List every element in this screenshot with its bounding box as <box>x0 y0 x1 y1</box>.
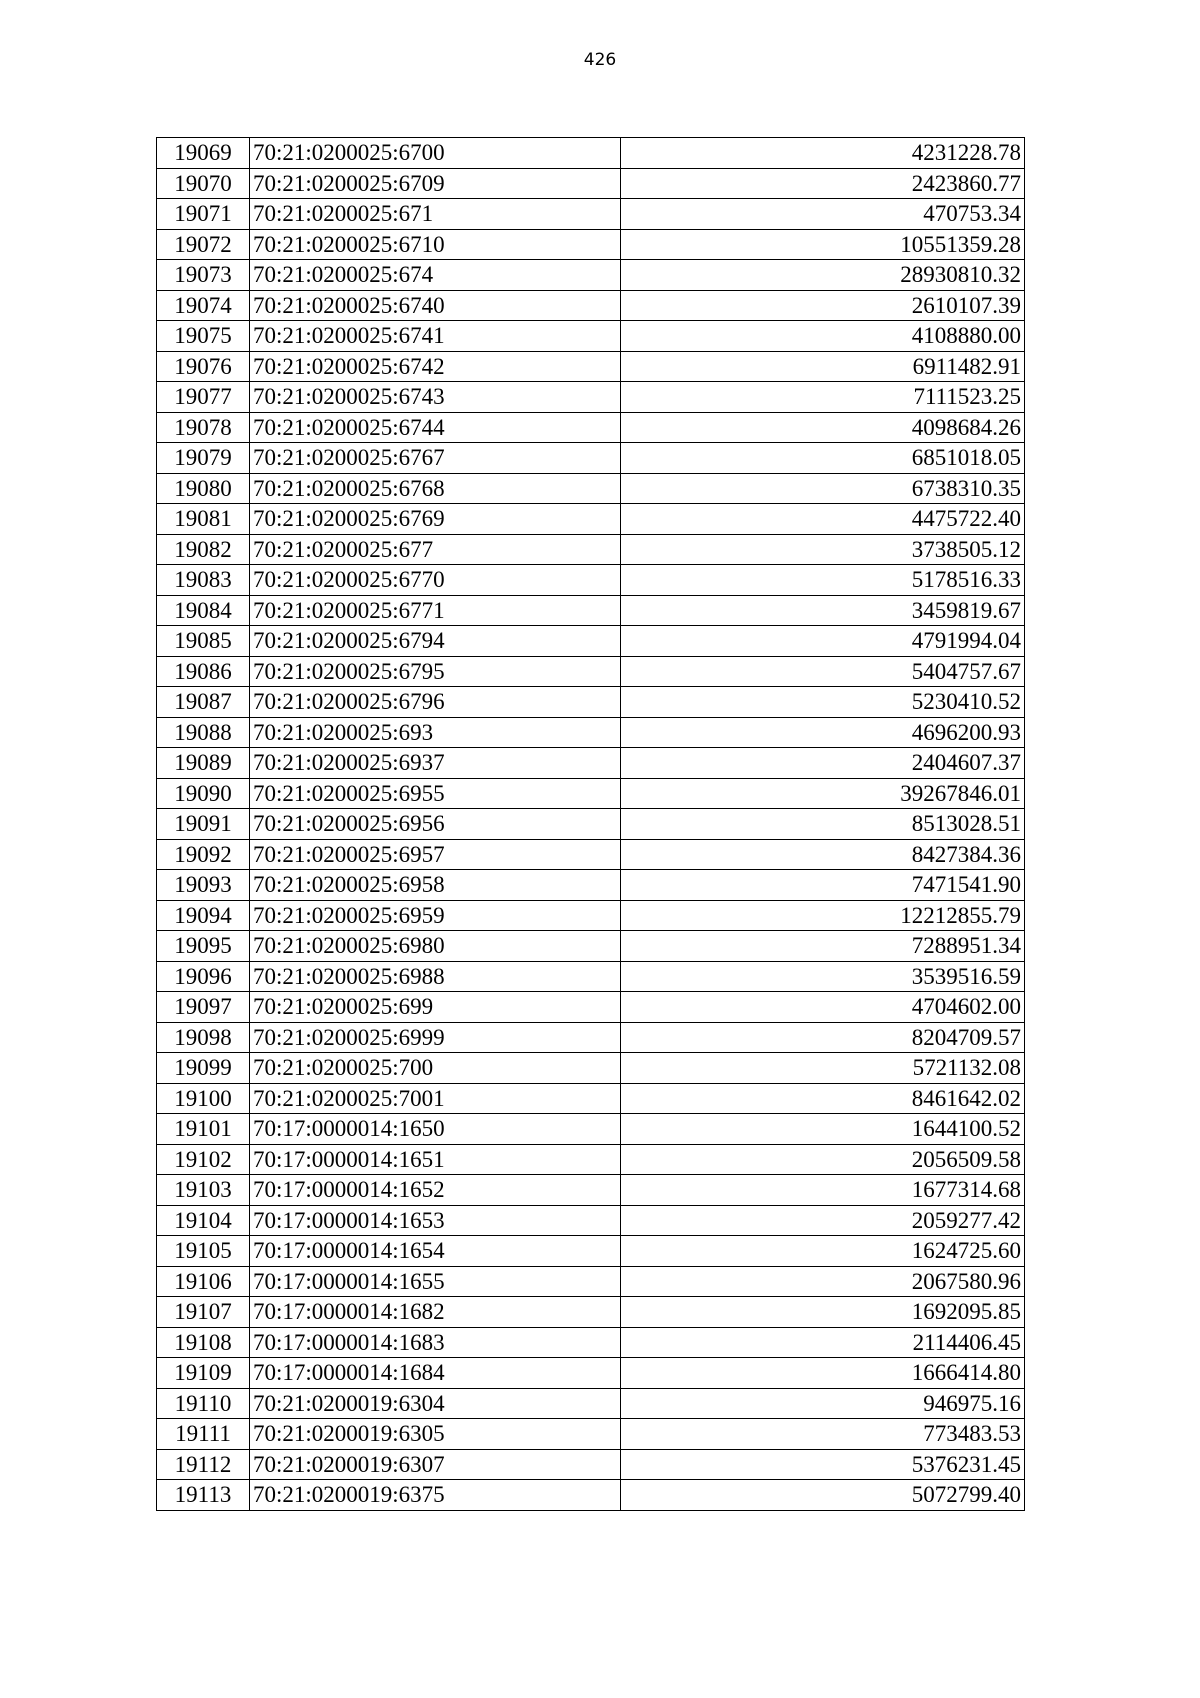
cadastral-value-cell: 946975.16 <box>621 1388 1025 1419</box>
row-number-cell: 19101 <box>157 1114 250 1145</box>
cadastral-number-cell: 70:21:0200025:6740 <box>250 290 621 321</box>
table-row <box>157 1297 1025 1328</box>
cadastral-number-cell: 70:21:0200025:6999 <box>250 1022 621 1053</box>
row-number-cell: 19089 <box>157 748 250 779</box>
cadastral-number-cell: 70:21:0200025:7001 <box>250 1083 621 1114</box>
cadastral-number-cell: 70:21:0200025:6795 <box>250 656 621 687</box>
cadastral-value-cell: 1677314.68 <box>621 1175 1025 1206</box>
row-number-cell: 19113 <box>157 1480 250 1511</box>
table-row <box>157 839 1025 870</box>
cadastral-number-cell: 70:17:0000014:1682 <box>250 1297 621 1328</box>
cadastral-value-cell: 7471541.90 <box>621 870 1025 901</box>
cadastral-number-cell: 70:21:0200019:6307 <box>250 1449 621 1480</box>
cadastral-value-cell: 8204709.57 <box>621 1022 1025 1053</box>
table-row <box>157 809 1025 840</box>
cadastral-value-cell: 6738310.35 <box>621 473 1025 504</box>
table-row <box>157 656 1025 687</box>
cadastral-value-cell: 28930810.32 <box>621 260 1025 291</box>
cadastral-value-cell: 4098684.26 <box>621 412 1025 443</box>
row-number-cell: 19090 <box>157 778 250 809</box>
cadastral-number-cell: 70:21:0200025:6770 <box>250 565 621 596</box>
row-number-cell: 19111 <box>157 1419 250 1450</box>
cadastral-value-cell: 2114406.45 <box>621 1327 1025 1358</box>
row-number-cell: 19098 <box>157 1022 250 1053</box>
row-number-cell: 19075 <box>157 321 250 352</box>
cadastral-value-cell: 5072799.40 <box>621 1480 1025 1511</box>
row-number-cell: 19102 <box>157 1144 250 1175</box>
table-row <box>157 717 1025 748</box>
table-row <box>157 1266 1025 1297</box>
table-row <box>157 473 1025 504</box>
table-row <box>157 1327 1025 1358</box>
cadastral-value-cell: 5230410.52 <box>621 687 1025 718</box>
cadastral-number-cell: 70:17:0000014:1654 <box>250 1236 621 1267</box>
table-row <box>157 290 1025 321</box>
table-row <box>157 260 1025 291</box>
table-row <box>157 1175 1025 1206</box>
cadastral-number-cell: 70:21:0200025:700 <box>250 1053 621 1084</box>
row-number-cell: 19080 <box>157 473 250 504</box>
cadastral-number-cell: 70:17:0000014:1652 <box>250 1175 621 1206</box>
table-row <box>157 168 1025 199</box>
table-row <box>157 595 1025 626</box>
table-row <box>157 1022 1025 1053</box>
cadastral-number-cell: 70:21:0200025:699 <box>250 992 621 1023</box>
cadastral-value-table <box>156 137 1025 1511</box>
cadastral-value-cell: 10551359.28 <box>621 229 1025 260</box>
cadastral-value-cell: 3738505.12 <box>621 534 1025 565</box>
table-row <box>157 138 1025 169</box>
table-row <box>157 626 1025 657</box>
row-number-cell: 19082 <box>157 534 250 565</box>
cadastral-number-cell: 70:21:0200025:6955 <box>250 778 621 809</box>
table-row <box>157 1236 1025 1267</box>
row-number-cell: 19105 <box>157 1236 250 1267</box>
cadastral-value-cell: 2056509.58 <box>621 1144 1025 1175</box>
cadastral-number-cell: 70:21:0200025:6956 <box>250 809 621 840</box>
cadastral-value-cell: 1692095.85 <box>621 1297 1025 1328</box>
row-number-cell: 19083 <box>157 565 250 596</box>
table-row <box>157 778 1025 809</box>
row-number-cell: 19076 <box>157 351 250 382</box>
cadastral-value-cell: 12212855.79 <box>621 900 1025 931</box>
cadastral-number-cell: 70:21:0200019:6304 <box>250 1388 621 1419</box>
cadastral-value-cell: 4475722.40 <box>621 504 1025 535</box>
table-row <box>157 1144 1025 1175</box>
table-row <box>157 1449 1025 1480</box>
row-number-cell: 19094 <box>157 900 250 931</box>
cadastral-number-cell: 70:21:0200019:6375 <box>250 1480 621 1511</box>
cadastral-number-cell: 70:21:0200025:6937 <box>250 748 621 779</box>
cadastral-number-cell: 70:17:0000014:1653 <box>250 1205 621 1236</box>
table-row <box>157 1388 1025 1419</box>
table-row <box>157 931 1025 962</box>
cadastral-value-cell: 4791994.04 <box>621 626 1025 657</box>
cadastral-number-cell: 70:21:0200025:6700 <box>250 138 621 169</box>
row-number-cell: 19081 <box>157 504 250 535</box>
cadastral-number-cell: 70:21:0200025:6980 <box>250 931 621 962</box>
table-row <box>157 1205 1025 1236</box>
row-number-cell: 19069 <box>157 138 250 169</box>
row-number-cell: 19079 <box>157 443 250 474</box>
table-row <box>157 199 1025 230</box>
cadastral-value-cell: 5404757.67 <box>621 656 1025 687</box>
cadastral-number-cell: 70:21:0200025:677 <box>250 534 621 565</box>
cadastral-number-cell: 70:21:0200025:6796 <box>250 687 621 718</box>
cadastral-value-cell: 5376231.45 <box>621 1449 1025 1480</box>
row-number-cell: 19078 <box>157 412 250 443</box>
cadastral-value-cell: 8513028.51 <box>621 809 1025 840</box>
cadastral-value-cell: 7111523.25 <box>621 382 1025 413</box>
row-number-cell: 19092 <box>157 839 250 870</box>
cadastral-number-cell: 70:21:0200019:6305 <box>250 1419 621 1450</box>
cadastral-number-cell: 70:21:0200025:6988 <box>250 961 621 992</box>
cadastral-value-cell: 4696200.93 <box>621 717 1025 748</box>
cadastral-value-cell: 8427384.36 <box>621 839 1025 870</box>
cadastral-value-cell: 4231228.78 <box>621 138 1025 169</box>
cadastral-value-cell: 470753.34 <box>621 199 1025 230</box>
page-number: 426 <box>583 50 617 70</box>
cadastral-value-cell: 2067580.96 <box>621 1266 1025 1297</box>
cadastral-number-cell: 70:21:0200025:6959 <box>250 900 621 931</box>
table-row <box>157 382 1025 413</box>
row-number-cell: 19074 <box>157 290 250 321</box>
cadastral-value-cell: 4704602.00 <box>621 992 1025 1023</box>
table-row <box>157 1083 1025 1114</box>
table-row <box>157 412 1025 443</box>
cadastral-number-cell: 70:21:0200025:6958 <box>250 870 621 901</box>
cadastral-value-cell: 8461642.02 <box>621 1083 1025 1114</box>
row-number-cell: 19072 <box>157 229 250 260</box>
row-number-cell: 19112 <box>157 1449 250 1480</box>
cadastral-number-cell: 70:17:0000014:1651 <box>250 1144 621 1175</box>
row-number-cell: 19085 <box>157 626 250 657</box>
table-row <box>157 1419 1025 1450</box>
cadastral-value-cell: 39267846.01 <box>621 778 1025 809</box>
cadastral-number-cell: 70:21:0200025:6743 <box>250 382 621 413</box>
row-number-cell: 19106 <box>157 1266 250 1297</box>
cadastral-value-cell: 2610107.39 <box>621 290 1025 321</box>
table-row <box>157 900 1025 931</box>
cadastral-number-cell: 70:21:0200025:6768 <box>250 473 621 504</box>
cadastral-number-cell: 70:21:0200025:6794 <box>250 626 621 657</box>
table-row <box>157 748 1025 779</box>
cadastral-number-cell: 70:21:0200025:671 <box>250 199 621 230</box>
cadastral-value-cell: 4108880.00 <box>621 321 1025 352</box>
cadastral-value-cell: 6851018.05 <box>621 443 1025 474</box>
cadastral-number-cell: 70:21:0200025:6709 <box>250 168 621 199</box>
table-row <box>157 961 1025 992</box>
row-number-cell: 19100 <box>157 1083 250 1114</box>
row-number-cell: 19087 <box>157 687 250 718</box>
cadastral-value-cell: 773483.53 <box>621 1419 1025 1450</box>
cadastral-value-cell: 7288951.34 <box>621 931 1025 962</box>
cadastral-number-cell: 70:21:0200025:6771 <box>250 595 621 626</box>
table-row <box>157 443 1025 474</box>
cadastral-value-cell: 3539516.59 <box>621 961 1025 992</box>
row-number-cell: 19084 <box>157 595 250 626</box>
cadastral-number-cell: 70:21:0200025:6769 <box>250 504 621 535</box>
cadastral-number-cell: 70:21:0200025:674 <box>250 260 621 291</box>
table-row <box>157 504 1025 535</box>
table-row <box>157 565 1025 596</box>
table-row <box>157 1480 1025 1511</box>
row-number-cell: 19103 <box>157 1175 250 1206</box>
cadastral-number-cell: 70:21:0200025:6957 <box>250 839 621 870</box>
table-row <box>157 1053 1025 1084</box>
row-number-cell: 19099 <box>157 1053 250 1084</box>
table-row <box>157 1114 1025 1145</box>
cadastral-value-cell: 5178516.33 <box>621 565 1025 596</box>
cadastral-value-cell: 5721132.08 <box>621 1053 1025 1084</box>
table-row <box>157 534 1025 565</box>
row-number-cell: 19077 <box>157 382 250 413</box>
cadastral-number-cell: 70:21:0200025:6767 <box>250 443 621 474</box>
cadastral-value-cell: 2423860.77 <box>621 168 1025 199</box>
cadastral-number-cell: 70:17:0000014:1684 <box>250 1358 621 1389</box>
cadastral-value-cell: 3459819.67 <box>621 595 1025 626</box>
row-number-cell: 19109 <box>157 1358 250 1389</box>
table-row <box>157 687 1025 718</box>
cadastral-number-cell: 70:21:0200025:6741 <box>250 321 621 352</box>
row-number-cell: 19086 <box>157 656 250 687</box>
table-row <box>157 351 1025 382</box>
cadastral-number-cell: 70:17:0000014:1655 <box>250 1266 621 1297</box>
table-row <box>157 1358 1025 1389</box>
table-body <box>157 138 1025 1511</box>
cadastral-value-cell: 1644100.52 <box>621 1114 1025 1145</box>
table-row <box>157 870 1025 901</box>
row-number-cell: 19091 <box>157 809 250 840</box>
row-number-cell: 19097 <box>157 992 250 1023</box>
row-number-cell: 19095 <box>157 931 250 962</box>
row-number-cell: 19088 <box>157 717 250 748</box>
row-number-cell: 19104 <box>157 1205 250 1236</box>
cadastral-number-cell: 70:17:0000014:1650 <box>250 1114 621 1145</box>
cadastral-number-cell: 70:17:0000014:1683 <box>250 1327 621 1358</box>
cadastral-value-cell: 6911482.91 <box>621 351 1025 382</box>
cadastral-value-cell: 1666414.80 <box>621 1358 1025 1389</box>
table-row <box>157 321 1025 352</box>
cadastral-number-cell: 70:21:0200025:6742 <box>250 351 621 382</box>
table-row <box>157 229 1025 260</box>
cadastral-value-cell: 2404607.37 <box>621 748 1025 779</box>
row-number-cell: 19071 <box>157 199 250 230</box>
cadastral-number-cell: 70:21:0200025:693 <box>250 717 621 748</box>
cadastral-value-cell: 1624725.60 <box>621 1236 1025 1267</box>
row-number-cell: 19073 <box>157 260 250 291</box>
row-number-cell: 19070 <box>157 168 250 199</box>
cadastral-number-cell: 70:21:0200025:6710 <box>250 229 621 260</box>
row-number-cell: 19093 <box>157 870 250 901</box>
cadastral-value-cell: 2059277.42 <box>621 1205 1025 1236</box>
row-number-cell: 19110 <box>157 1388 250 1419</box>
row-number-cell: 19107 <box>157 1297 250 1328</box>
cadastral-number-cell: 70:21:0200025:6744 <box>250 412 621 443</box>
row-number-cell: 19108 <box>157 1327 250 1358</box>
row-number-cell: 19096 <box>157 961 250 992</box>
table-row <box>157 992 1025 1023</box>
